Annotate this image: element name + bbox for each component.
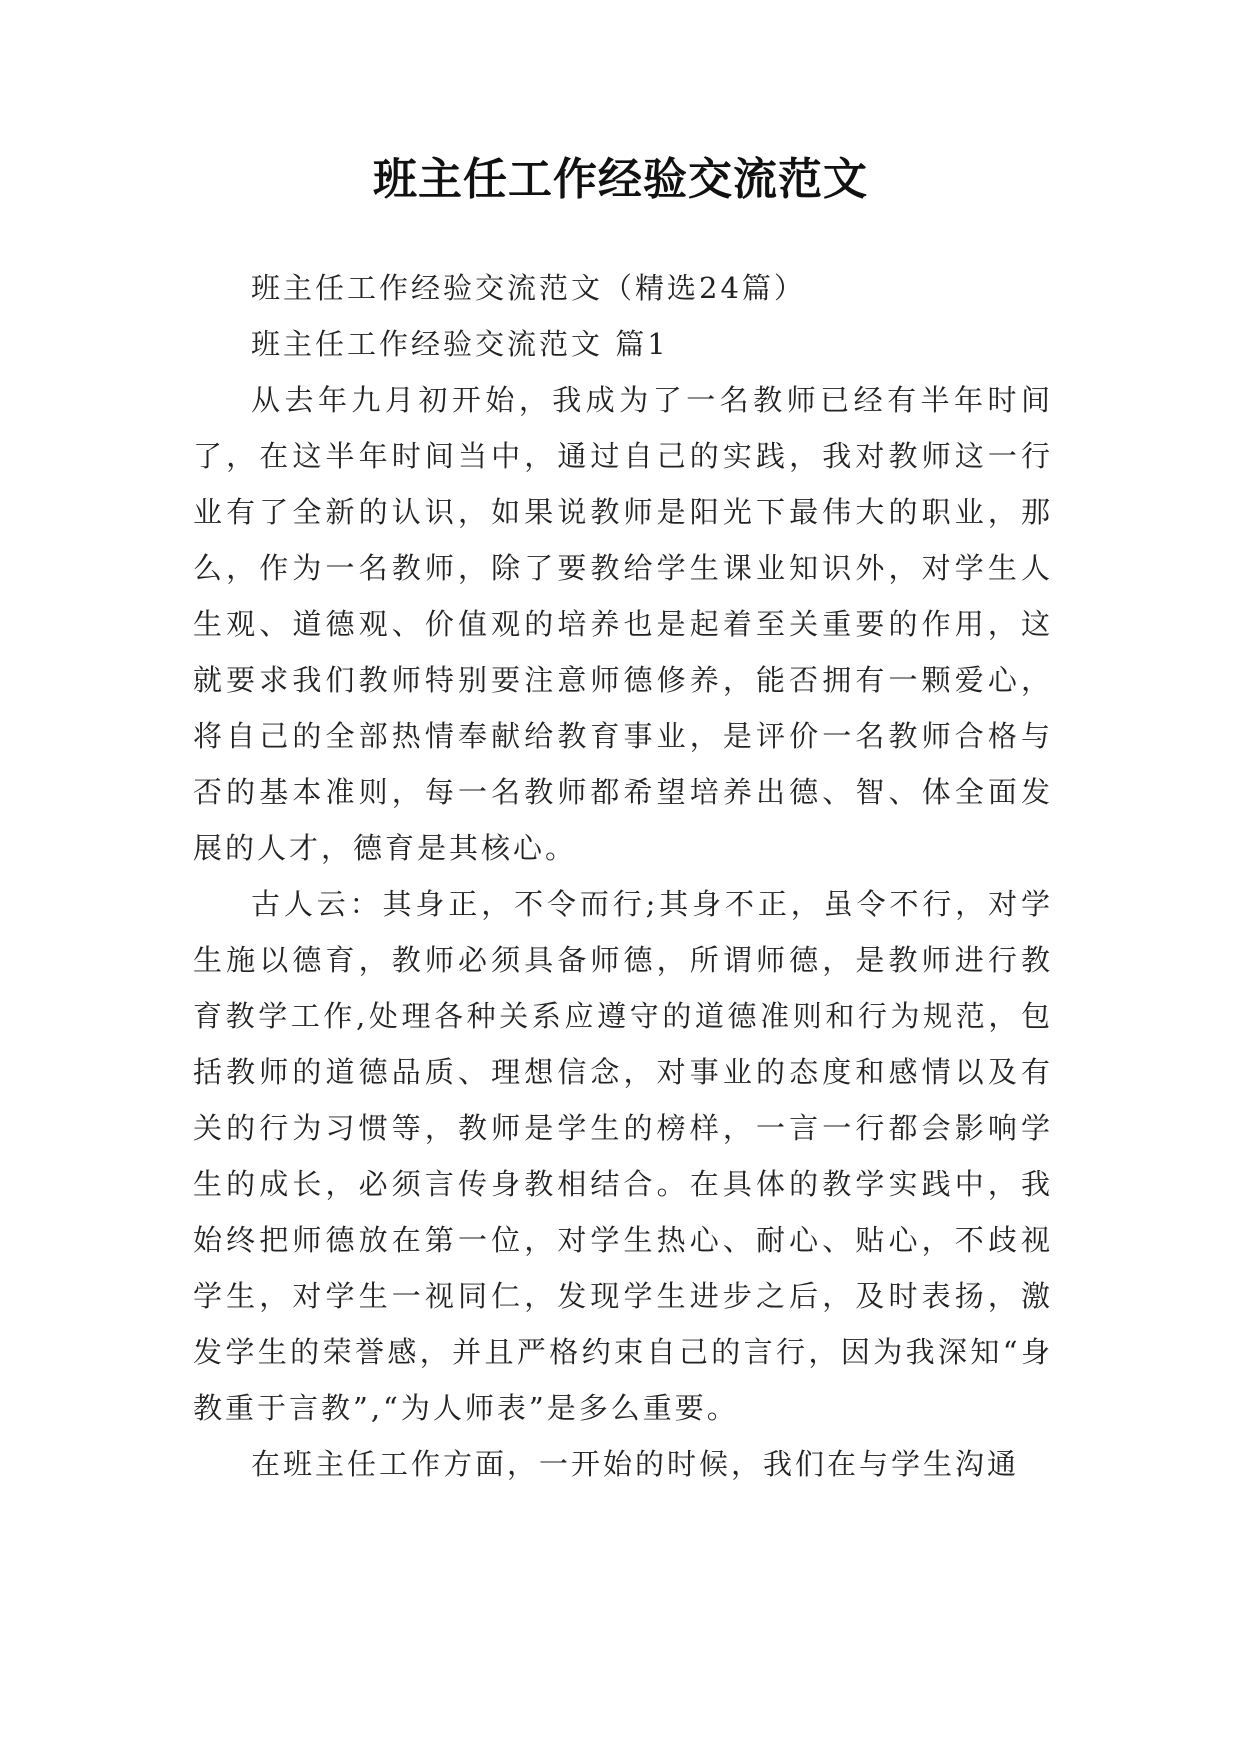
document-body [193, 260, 1053, 1492]
paragraph-1: 从去年九月初开始，我成为了一名教师已经有半年时间了，在这半年时间当中，通过自己的实践，我对教师这一行业有了全新的认识，如果说教师是阳光下最伟大的职业，那么，作为一名教师，除了要教给学生课业知识外，对学生人生观、道德观、价值观的培养也是起着至关重要的作用，这就要求我们教师特别要注意师德修养，能否拥有一颗爱心，将自己的全部热情奉献给教育事业，是评价一名教师合格与否的基本准则，每一名教师都希望培养出德、智、体全面发展的人才，德育是其核心。 [193, 383, 1053, 865]
paragraph-2: 古人云：其身正，不令而行;其身不正，虽令不行，对学生施以德育，教师必须具备师德，所谓师德，是教师进行教育教学工作,处理各种关系应遵守的道德准则和行为规范，包括教师的道德品质、理想信念，对事业的态度和感情以及有关的行为习惯等，教师是学生的榜样，一言一行都会影响学生的成长，必须言传身教相结合。在具体的教学实践中，我始终把师德放在第一位，对学生热心、耐心、贴心，不歧视学生，对学生一视同仁，发现学生进步之后，及时表扬，激发学生的荣誉感，并且严格约束自己的言行，因为我深知“身教重于言教”,“为人师表”是多么重要。 [193, 887, 1053, 1425]
paragraph-3: 在班主任工作方面，一开始的时候，我们在与学生沟通 [251, 1447, 1020, 1481]
document-title: 班主任工作经验交流范文 [373, 154, 868, 205]
document-subtitle: 班主任工作经验交流范文（精选24篇） [251, 271, 806, 305]
section-heading: 班主任工作经验交流范文 篇1 [251, 327, 669, 361]
